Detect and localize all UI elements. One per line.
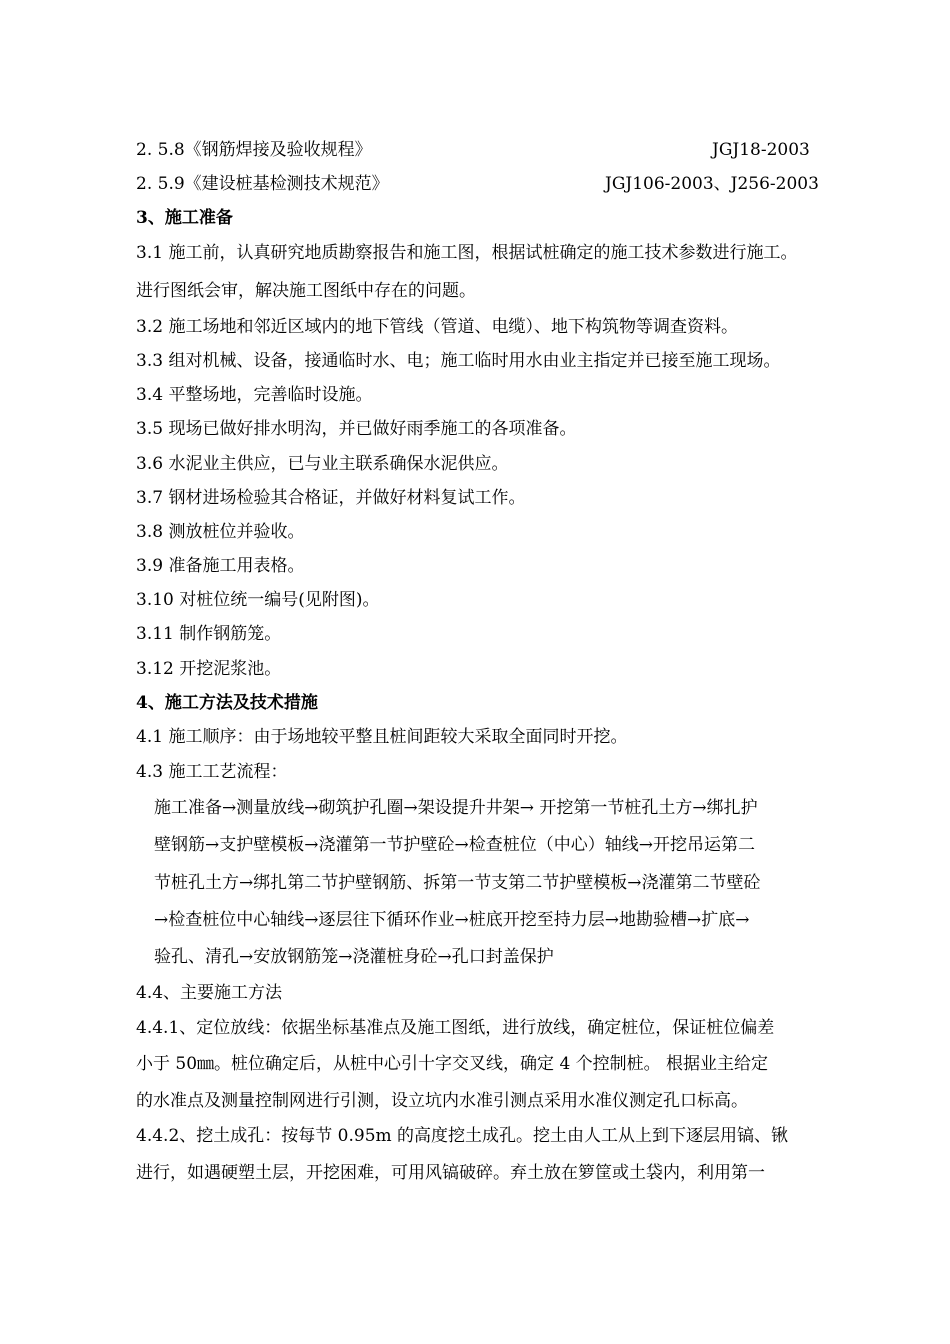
reference-2-5-8-code: JGJ18-2003	[712, 140, 810, 160]
reference-2-5-9: 2. 5.9《建设桩基检测技术规范》	[136, 174, 389, 194]
section-4-heading: 4、施工方法及技术措施	[136, 693, 318, 713]
paragraph-3-2: 3.2 施工场地和邻近区域内的地下管线（管道、电缆）、地下构筑物等调查资料。	[136, 317, 738, 337]
reference-2-5-8: 2. 5.8《钢筋焊接及验收规程》	[136, 140, 372, 160]
paragraph-3-4: 3.4 平整场地，完善临时设施。	[136, 385, 373, 405]
process-flow-line-1: 施工准备→测量放线→砌筑护孔圈→架设提升井架→ 开挖第一节桩孔土方→绑扎护	[154, 798, 758, 818]
paragraph-3-12: 3.12 开挖泥浆池。	[136, 659, 282, 679]
paragraph-3-8: 3.8 测放桩位并验收。	[136, 522, 305, 542]
paragraph-4-3: 4.3 施工工艺流程：	[136, 762, 288, 782]
paragraph-4-4-1-line-1: 4.4.1、定位放线：依据坐标基准点及施工图纸，进行放线，确定桩位，保证桩位偏差	[136, 1018, 775, 1038]
paragraph-3-6: 3.6 水泥业主供应，已与业主联系确保水泥供应。	[136, 454, 509, 474]
paragraph-4-4-2-line-1: 4.4.2、挖土成孔：按每节 0.95m 的高度挖土成孔。挖土由人工从上到下逐层用镐、锹	[136, 1126, 789, 1146]
paragraph-3-1-line-2: 进行图纸会审，解决施工图纸中存在的问题。	[136, 281, 476, 301]
paragraph-4-4-1-line-2: 小于 50㎜。桩位确定后，从桩中心引十字交叉线，确定 4 个控制桩。 根据业主给定	[136, 1054, 769, 1074]
reference-2-5-9-code: JGJ106-2003、J256-2003	[605, 174, 819, 194]
paragraph-3-9: 3.9 准备施工用表格。	[136, 556, 305, 576]
paragraph-3-7: 3.7 钢材进场检验其合格证，并做好材料复试工作。	[136, 488, 526, 508]
paragraph-3-1-line-1: 3.1 施工前，认真研究地质勘察报告和施工图，根据试桩确定的施工技术参数进行施工。	[136, 243, 798, 263]
process-flow-line-3: 节桩孔土方→绑扎第二节护壁钢筋、拆第一节支第二节护壁模板→浇灌第二节壁砼	[154, 873, 761, 893]
section-3-heading: 3、施工准备	[136, 208, 233, 228]
process-flow-line-4: →检查桩位中心轴线→逐层往下循环作业→桩底开挖至持力层→地勘验槽→扩底→	[154, 910, 750, 930]
paragraph-4-4: 4.4、主要施工方法	[136, 983, 283, 1003]
process-flow-line-5: 验孔、清孔→安放钢筋笼→浇灌桩身砼→孔口封盖保护	[154, 947, 554, 967]
paragraph-4-4-2-line-2: 进行，如遇硬塑土层，开挖困难，可用风镐破碎。弃土放在箩筐或土袋内，利用第一	[136, 1163, 765, 1183]
process-flow-line-2: 壁钢筋→支护壁模板→浇灌第一节护壁砼→检查桩位（中心）轴线→开挖吊运第二	[154, 835, 755, 855]
paragraph-3-5: 3.5 现场已做好排水明沟，并已做好雨季施工的各项准备。	[136, 419, 577, 439]
paragraph-4-4-1-line-3: 的水准点及测量控制网进行引测，设立坑内水准引测点采用水准仪测定孔口标高。	[136, 1091, 748, 1111]
paragraph-3-11: 3.11 制作钢筋笼。	[136, 624, 282, 644]
paragraph-3-3: 3.3 组对机械、设备，接通临时水、电；施工临时用水由业主指定并已接至施工现场。	[136, 351, 781, 371]
paragraph-3-10: 3.10 对桩位统一编号(见附图)。	[136, 590, 380, 610]
paragraph-4-1: 4.1 施工顺序：由于场地较平整且桩间距较大采取全面同时开挖。	[136, 727, 628, 747]
